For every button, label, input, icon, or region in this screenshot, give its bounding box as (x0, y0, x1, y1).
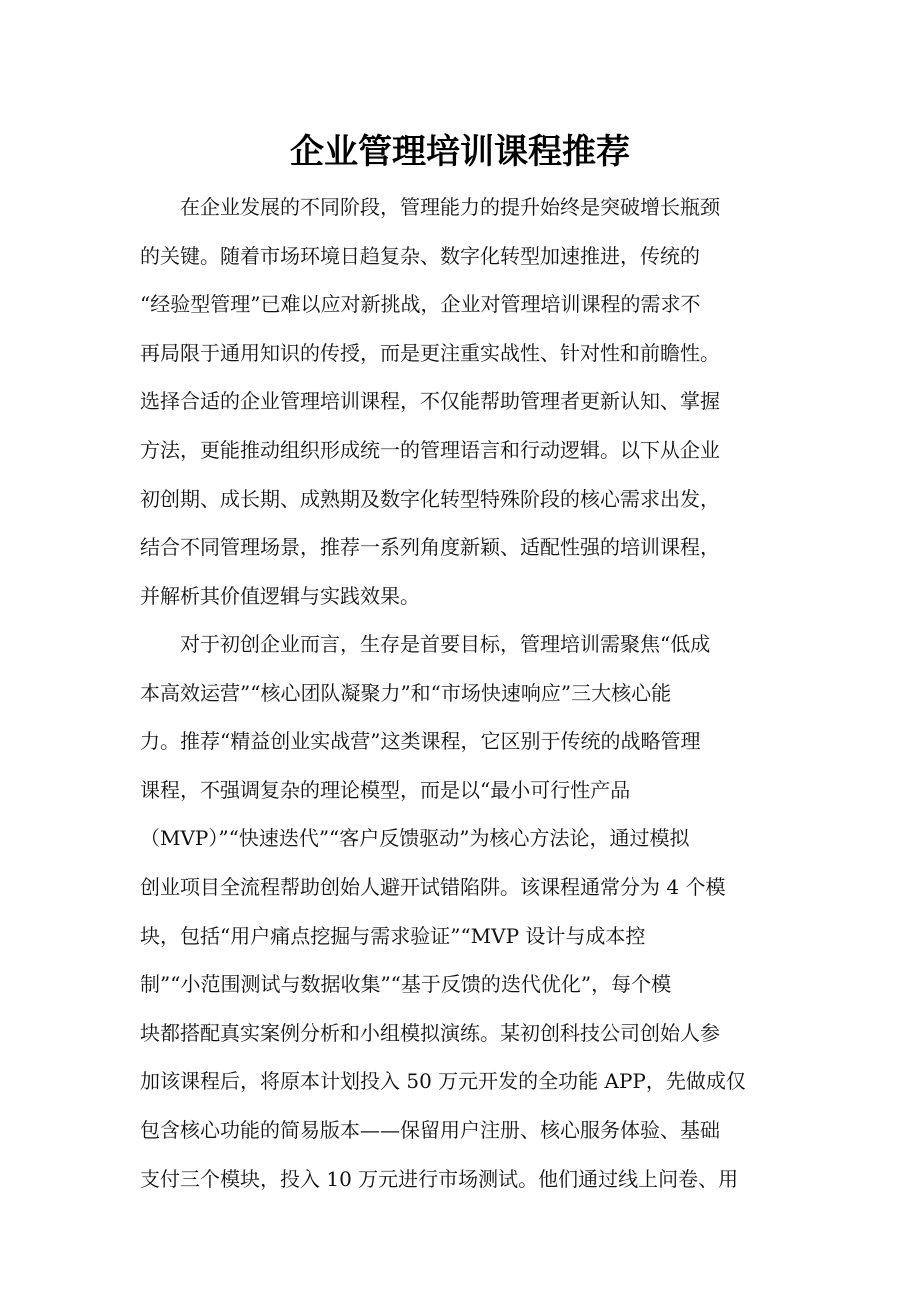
text-line: 并解析其价值逻辑与实践效果。 (140, 583, 420, 608)
text-line: 本高效运营”“核心团队凝聚力”和“市场快速响应”三大核心能 (140, 680, 672, 705)
text-line: 块都搭配真实案例分析和小组模拟演练。某初创科技公司创始人参 (140, 1020, 720, 1045)
text-line: 块，包括“用户痛点挖掘与需求验证”“MVP 设计与成本控 (140, 923, 646, 948)
text-line: 选择合适的企业管理培训课程，不仅能帮助管理者更新认知、掌握 (140, 389, 720, 414)
text-line: 对于初创企业而言，生存是首要目标，管理培训需聚焦“低成 (180, 632, 711, 656)
paragraph-2 (140, 620, 780, 1203)
text-line: 包含核心功能的简易版本——保留用户注册、核心服务体验、基础 (140, 1117, 720, 1142)
text-line: 再局限于通用知识的传授，而是更注重实战性、针对性和前瞻性。 (140, 340, 720, 365)
text-line: （MVP）”“快速迭代”“客户反馈驱动”为核心方法论，通过模拟 (140, 826, 690, 851)
text-line: 制”“小范围测试与数据收集”“基于反馈的迭代优化”，每个模 (140, 972, 672, 997)
text-line: 初创期、成长期、成熟期及数字化转型特殊阶段的核心需求出发， (140, 486, 720, 511)
text-line: “经验型管理”已难以应对新挑战，企业对管理培训课程的需求不 (140, 292, 701, 317)
text-line: 力。推荐“精益创业实战营”这类课程，它区别于传统的战略管理 (140, 729, 701, 754)
text-line: 结合不同管理场景，推荐一系列角度新颖、适配性强的培训课程， (140, 535, 720, 560)
text-line: 支付三个模块，投入 10 万元进行市场测试。他们通过线上问卷、用 (140, 1166, 739, 1191)
text-line: 方法，更能推动组织形成统一的管理语言和行动逻辑。以下从企业 (140, 437, 720, 462)
paragraph-1 (140, 183, 780, 620)
text-line: 在企业发展的不同阶段，管理能力的提升始终是突破增长瓶颈 (180, 195, 720, 219)
text-line: 课程，不强调复杂的理论模型，而是以“最小可行性产品 (140, 777, 631, 802)
text-line: 的关键。随着市场环境日趋复杂、数字化转型加速推进，传统的 (140, 243, 700, 268)
text-line: 加该课程后，将原本计划投入 50 万元开发的全功能 APP，先做成仅 (140, 1069, 746, 1094)
document-title: 企业管理培训课程推荐 (290, 132, 630, 172)
text-line: 创业项目全流程帮助创始人避开试错陷阱。该课程通常分为 4 个模 (140, 874, 726, 899)
